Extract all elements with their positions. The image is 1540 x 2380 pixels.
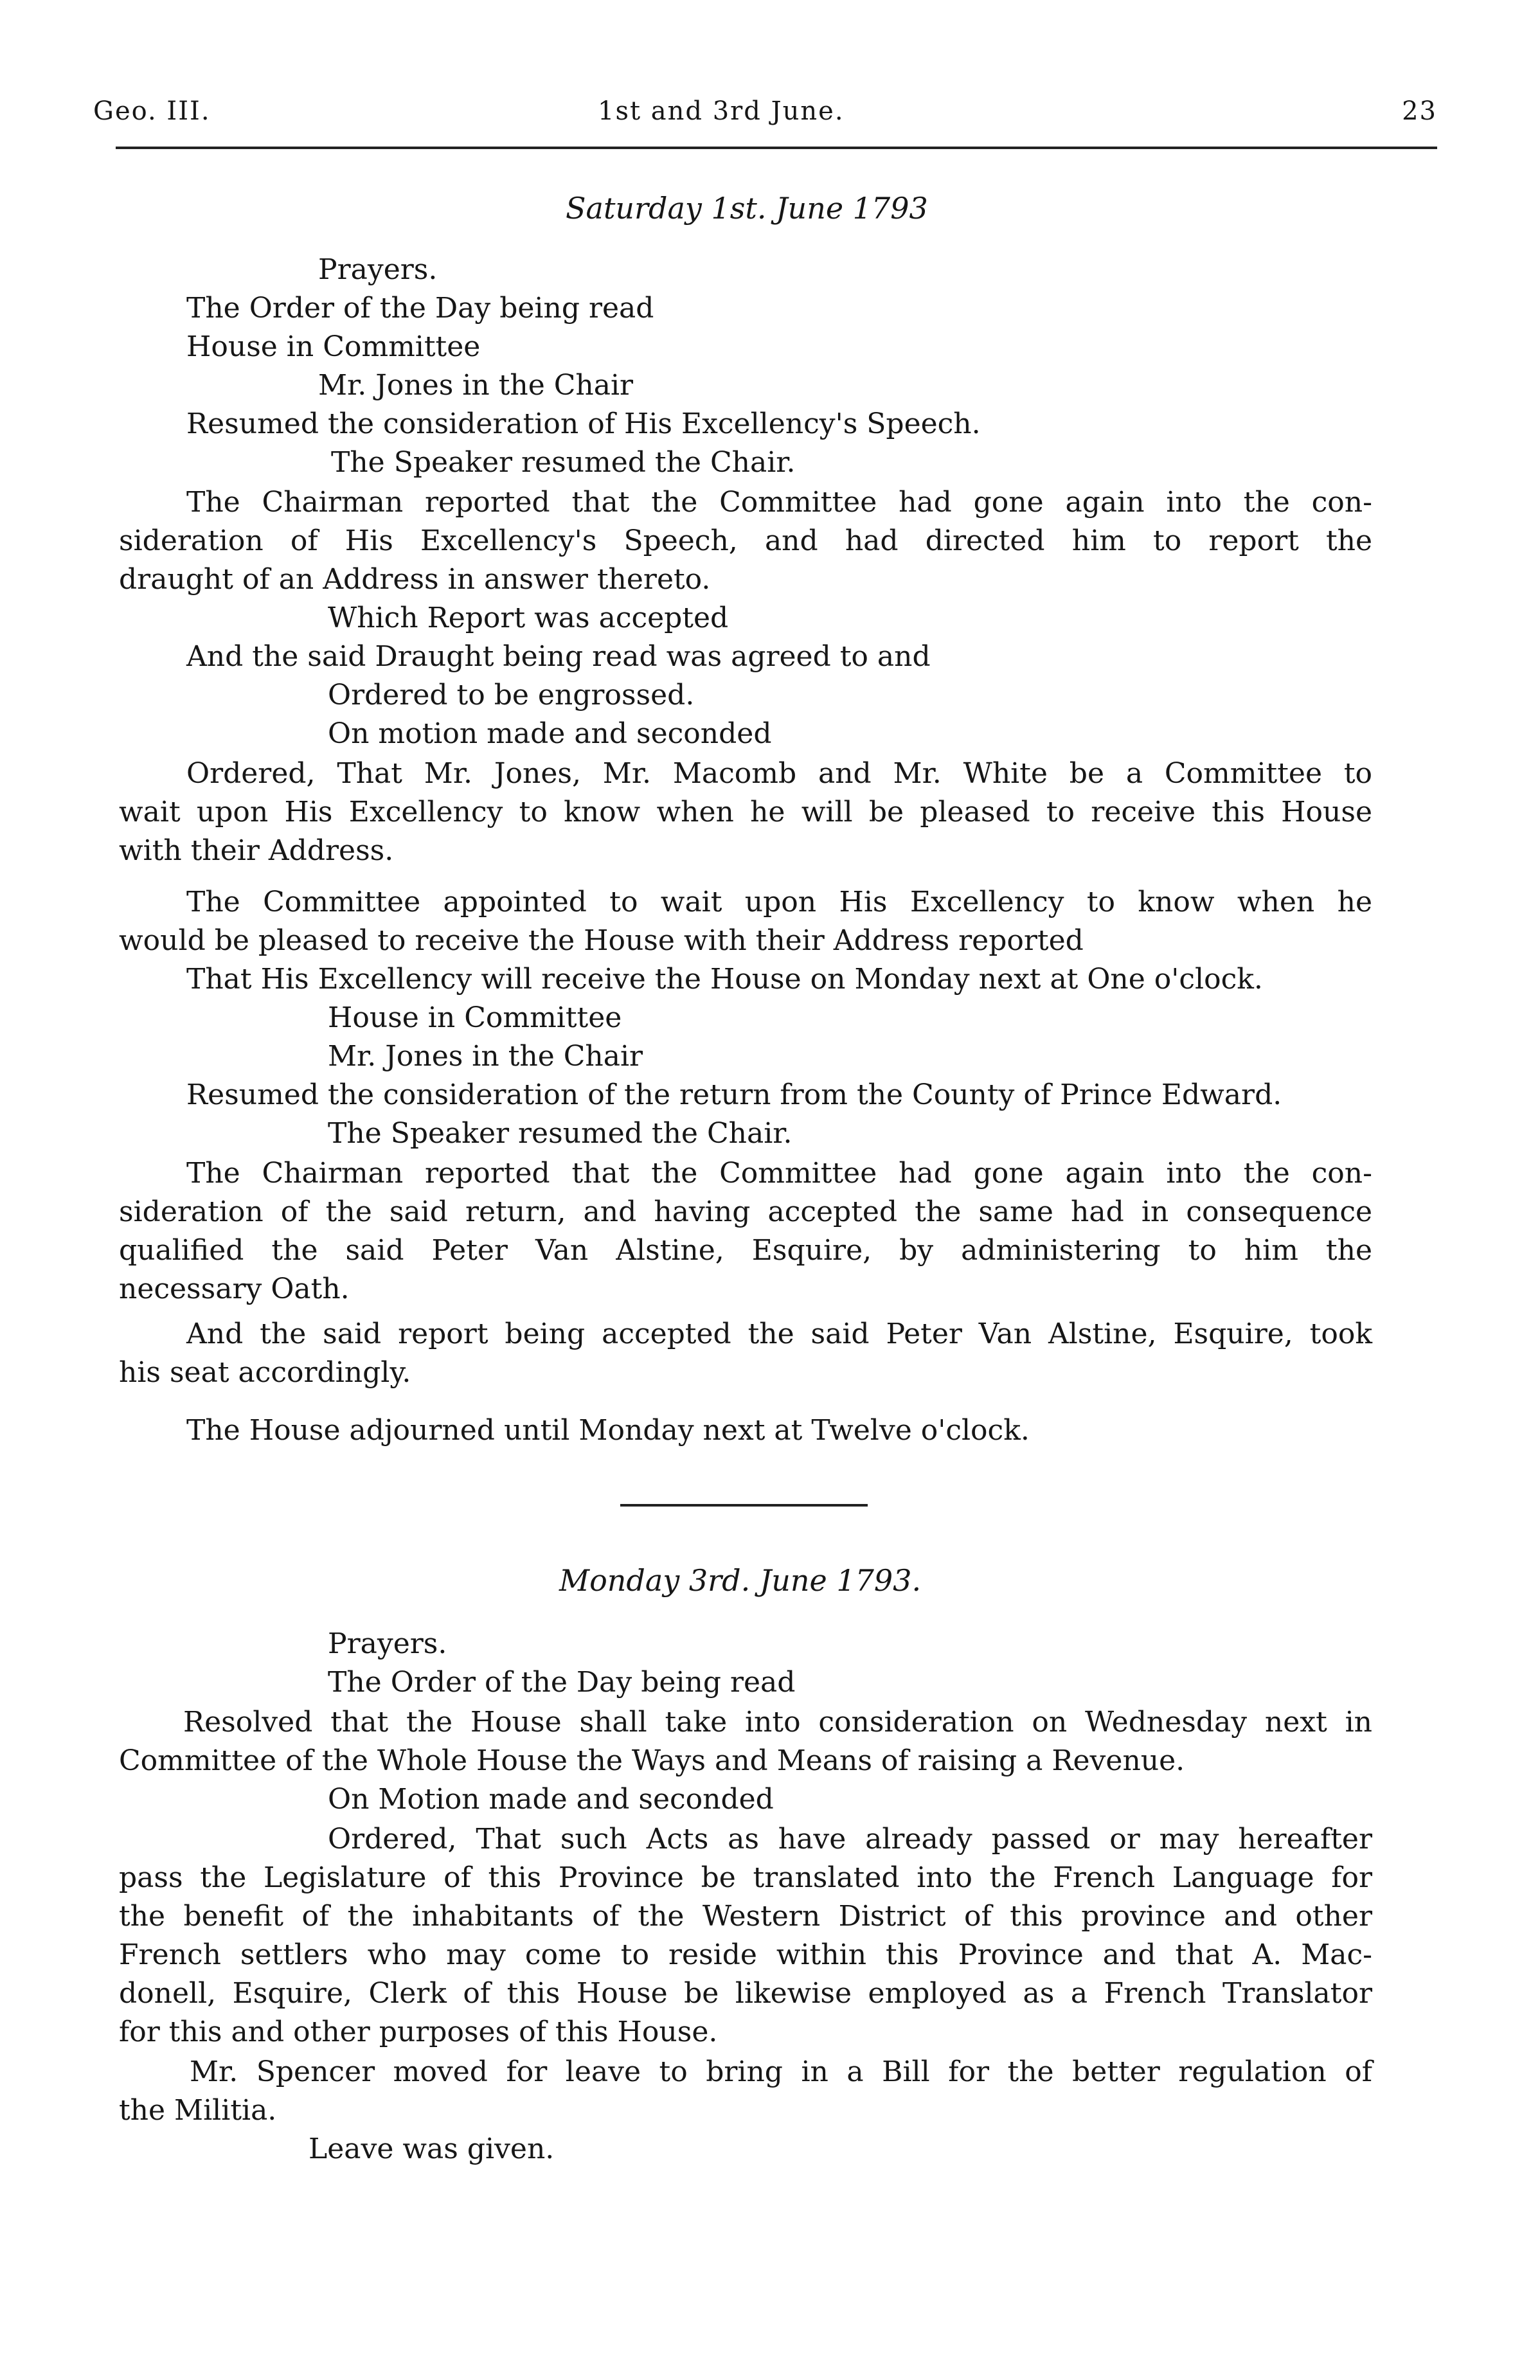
entry-line: Prayers. [318,253,438,286]
entry-line: would be pleased to receive the House with their Address reported [119,924,1084,957]
page-number: 23 [1402,96,1437,126]
entry-line: Resumed the consideration of His Excellency's Speech. [186,407,981,440]
entry-line: On motion made and seconded [328,717,772,750]
entry-line: sideration of His Excellency's Speech, and had directed him to report the [119,524,1372,557]
entry-line: Mr. Jones in the Chair [328,1040,643,1073]
entry-line: And the said report being accepted the said Peter Van Alstine, Esquire, took [186,1318,1372,1350]
section-date: Monday 3rd. June 1793. [559,1563,922,1598]
entry-line: Ordered to be engrossed. [328,679,695,711]
entry-line: pass the Legislature of this Province be translated into the French Language for [119,1861,1372,1894]
entry-line: The Chairman reported that the Committee had gone again into the con- [186,1157,1372,1190]
entry-line: House in Committee [328,1001,622,1034]
entry-line: necessary Oath. [119,1273,350,1305]
entry-line: Which Report was accepted [328,602,729,634]
entry-line: Resolved that the House shall take into consideration on Wednesday next in [183,1706,1372,1739]
reign-label: Geo. III. [93,96,211,126]
entry-line: Ordered, That Mr. Jones, Mr. Macomb and Mr. White be a Committee to [186,757,1372,790]
entry-line: The Order of the Day being read [328,1666,796,1699]
entry-line: Committee of the Whole House the Ways and Means of raising a Revenue. [119,1744,1185,1777]
entry-line: The Committee appointed to wait upon His Excellency to know when he [186,886,1372,918]
entry-line: with their Address. [119,834,394,867]
entry-line: The Speaker resumed the Chair. [328,1117,792,1150]
section-date: Saturday 1st. June 1793 [566,191,928,226]
entry-line: That His Excellency will receive the House on Monday next at One o'clock. [186,963,1263,996]
entry-line: The Order of the Day being read [186,292,654,325]
entry-line: Leave was given. [309,2133,555,2165]
entry-line: Mr. Spencer moved for leave to bring in a Bill for the better regulation of [190,2055,1372,2088]
entry-line: French settlers who may come to reside within this Province and that A. Mac- [119,1938,1372,1971]
entry-line: Ordered, That such Acts as have already passed or may hereafter [328,1823,1372,1856]
entry-line: Mr. Jones in the Chair [318,369,634,402]
entry-line: And the said Draught being read was agreed to and [186,640,931,673]
entry-line: the Militia. [119,2094,277,2127]
entry-line: Resumed the consideration of the return from the County of Prince Edward. [186,1078,1282,1111]
entry-line: House in Committee [186,330,481,363]
page-header [93,90,1437,135]
entry-line: sideration of the said return, and having accepted the same had in consequence [119,1195,1372,1228]
running-head: 1st and 3rd June. [598,96,845,126]
entry-line: The Speaker resumed the Chair. [331,446,796,479]
entry-line: draught of an Address in answer thereto. [119,563,711,596]
entry-line: his seat accordingly. [119,1356,411,1389]
entry-line: the benefit of the inhabitants of the Western District of this province and other [119,1900,1372,1933]
entry-line: Prayers. [328,1627,447,1660]
entry-line: The Chairman reported that the Committee had gone again into the con- [186,486,1372,519]
entry-line: for this and other purposes of this House. [119,2016,718,2048]
entry-line: wait upon His Excellency to know when he will be pleased to receive this House [119,796,1372,828]
entry-line: The House adjourned until Monday next at Twelve o'clock. [186,1414,1030,1447]
entry-line: donell, Esquire, Clerk of this House be likewise employed as a French Translator [119,1977,1372,2010]
section-divider [620,1504,868,1507]
entry-line: qualified the said Peter Van Alstine, Esquire, by administering to him the [119,1234,1372,1267]
entry-line: On Motion made and seconded [328,1783,774,1816]
header-rule [116,147,1437,149]
